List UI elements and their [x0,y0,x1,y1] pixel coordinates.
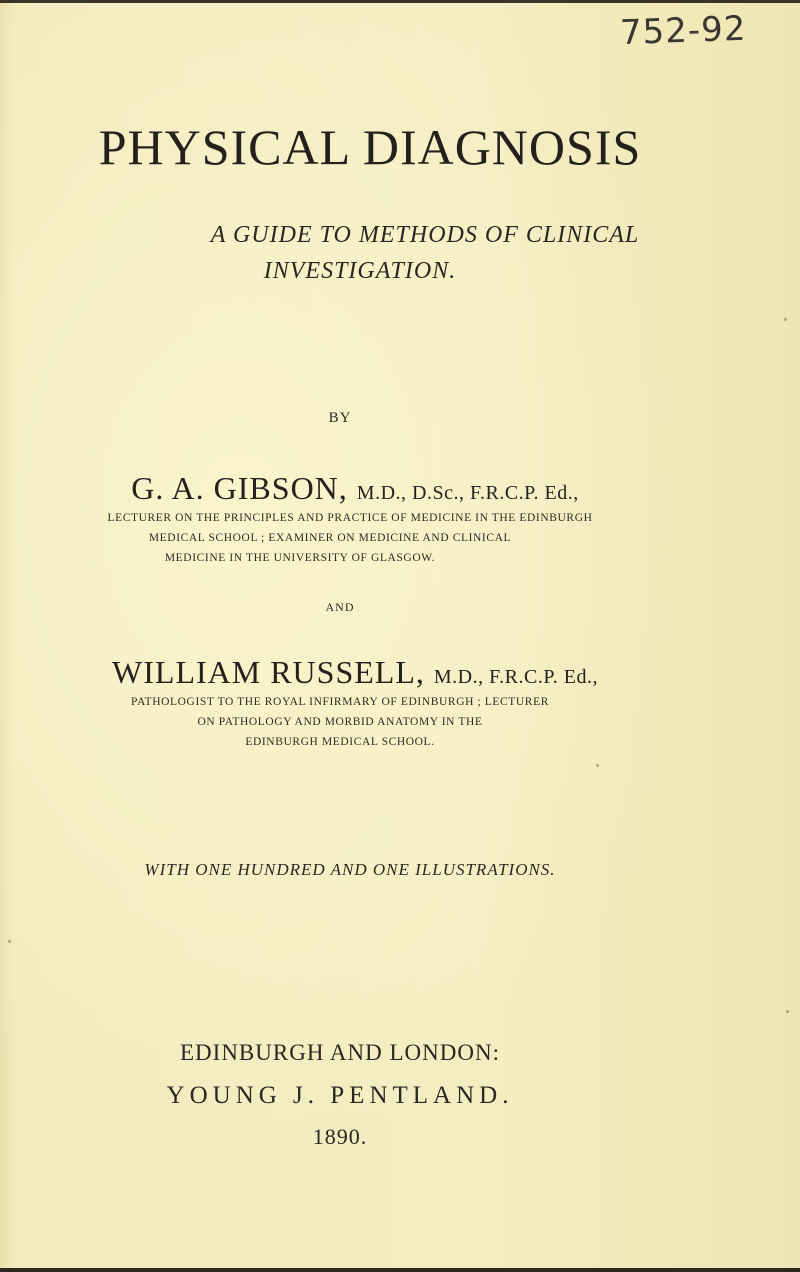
and-label: AND [325,600,355,614]
author-2 [0,654,710,691]
author-1-name: G. A. GIBSON, [131,470,348,506]
paper-speck [784,318,787,321]
bottom-edge-border [0,1268,800,1272]
author-1-affiliation-line: LECTURER ON THE PRINCIPLES AND PRACTICE OF MEDICINE IN THE EDINBURGH [107,512,593,524]
publication-year: 1890. [312,1124,368,1149]
paper-speck [8,940,11,943]
author-2-affiliation-line: EDINBURGH MEDICAL SCHOOL. [245,736,435,748]
book-title: PHYSICAL DIAGNOSIS [98,119,642,175]
author-2-affiliation-line: PATHOLOGIST TO THE ROYAL INFIRMARY OF EDINBURGH ; LECTURER [131,696,549,708]
author-1-affiliation-line: MEDICINE IN THE UNIVERSITY OF GLASGOW. [164,552,436,564]
author-2-affiliation-line: ON PATHOLOGY AND MORBID ANATOMY IN THE [197,716,483,728]
author-2-degrees: M.D., F.R.C.P. Ed., [433,666,598,688]
subtitle-line-1: A GUIDE TO METHODS OF CLINICAL [210,222,640,248]
illustrations-note: WITH ONE HUNDRED AND ONE ILLUSTRATIONS. [144,860,556,879]
author-1 [0,470,710,507]
handwritten-shelfmark: 752-92 [619,8,748,54]
paper-speck [596,764,599,767]
paper-speck [786,1010,789,1013]
author-1-degrees: M.D., D.Sc., F.R.C.P. Ed., [356,482,579,504]
publication-place: EDINBURGH AND LONDON: [180,1040,500,1065]
by-label: BY [328,410,352,426]
top-edge-border [0,0,800,3]
author-2-name: WILLIAM RUSSELL, [112,654,425,690]
subtitle-line-2: INVESTIGATION. [263,258,457,284]
publisher-name: YOUNG J. PENTLAND. [166,1082,514,1109]
author-1-affiliation-line: MEDICAL SCHOOL ; EXAMINER ON MEDICINE AND CLINICAL [148,532,512,544]
